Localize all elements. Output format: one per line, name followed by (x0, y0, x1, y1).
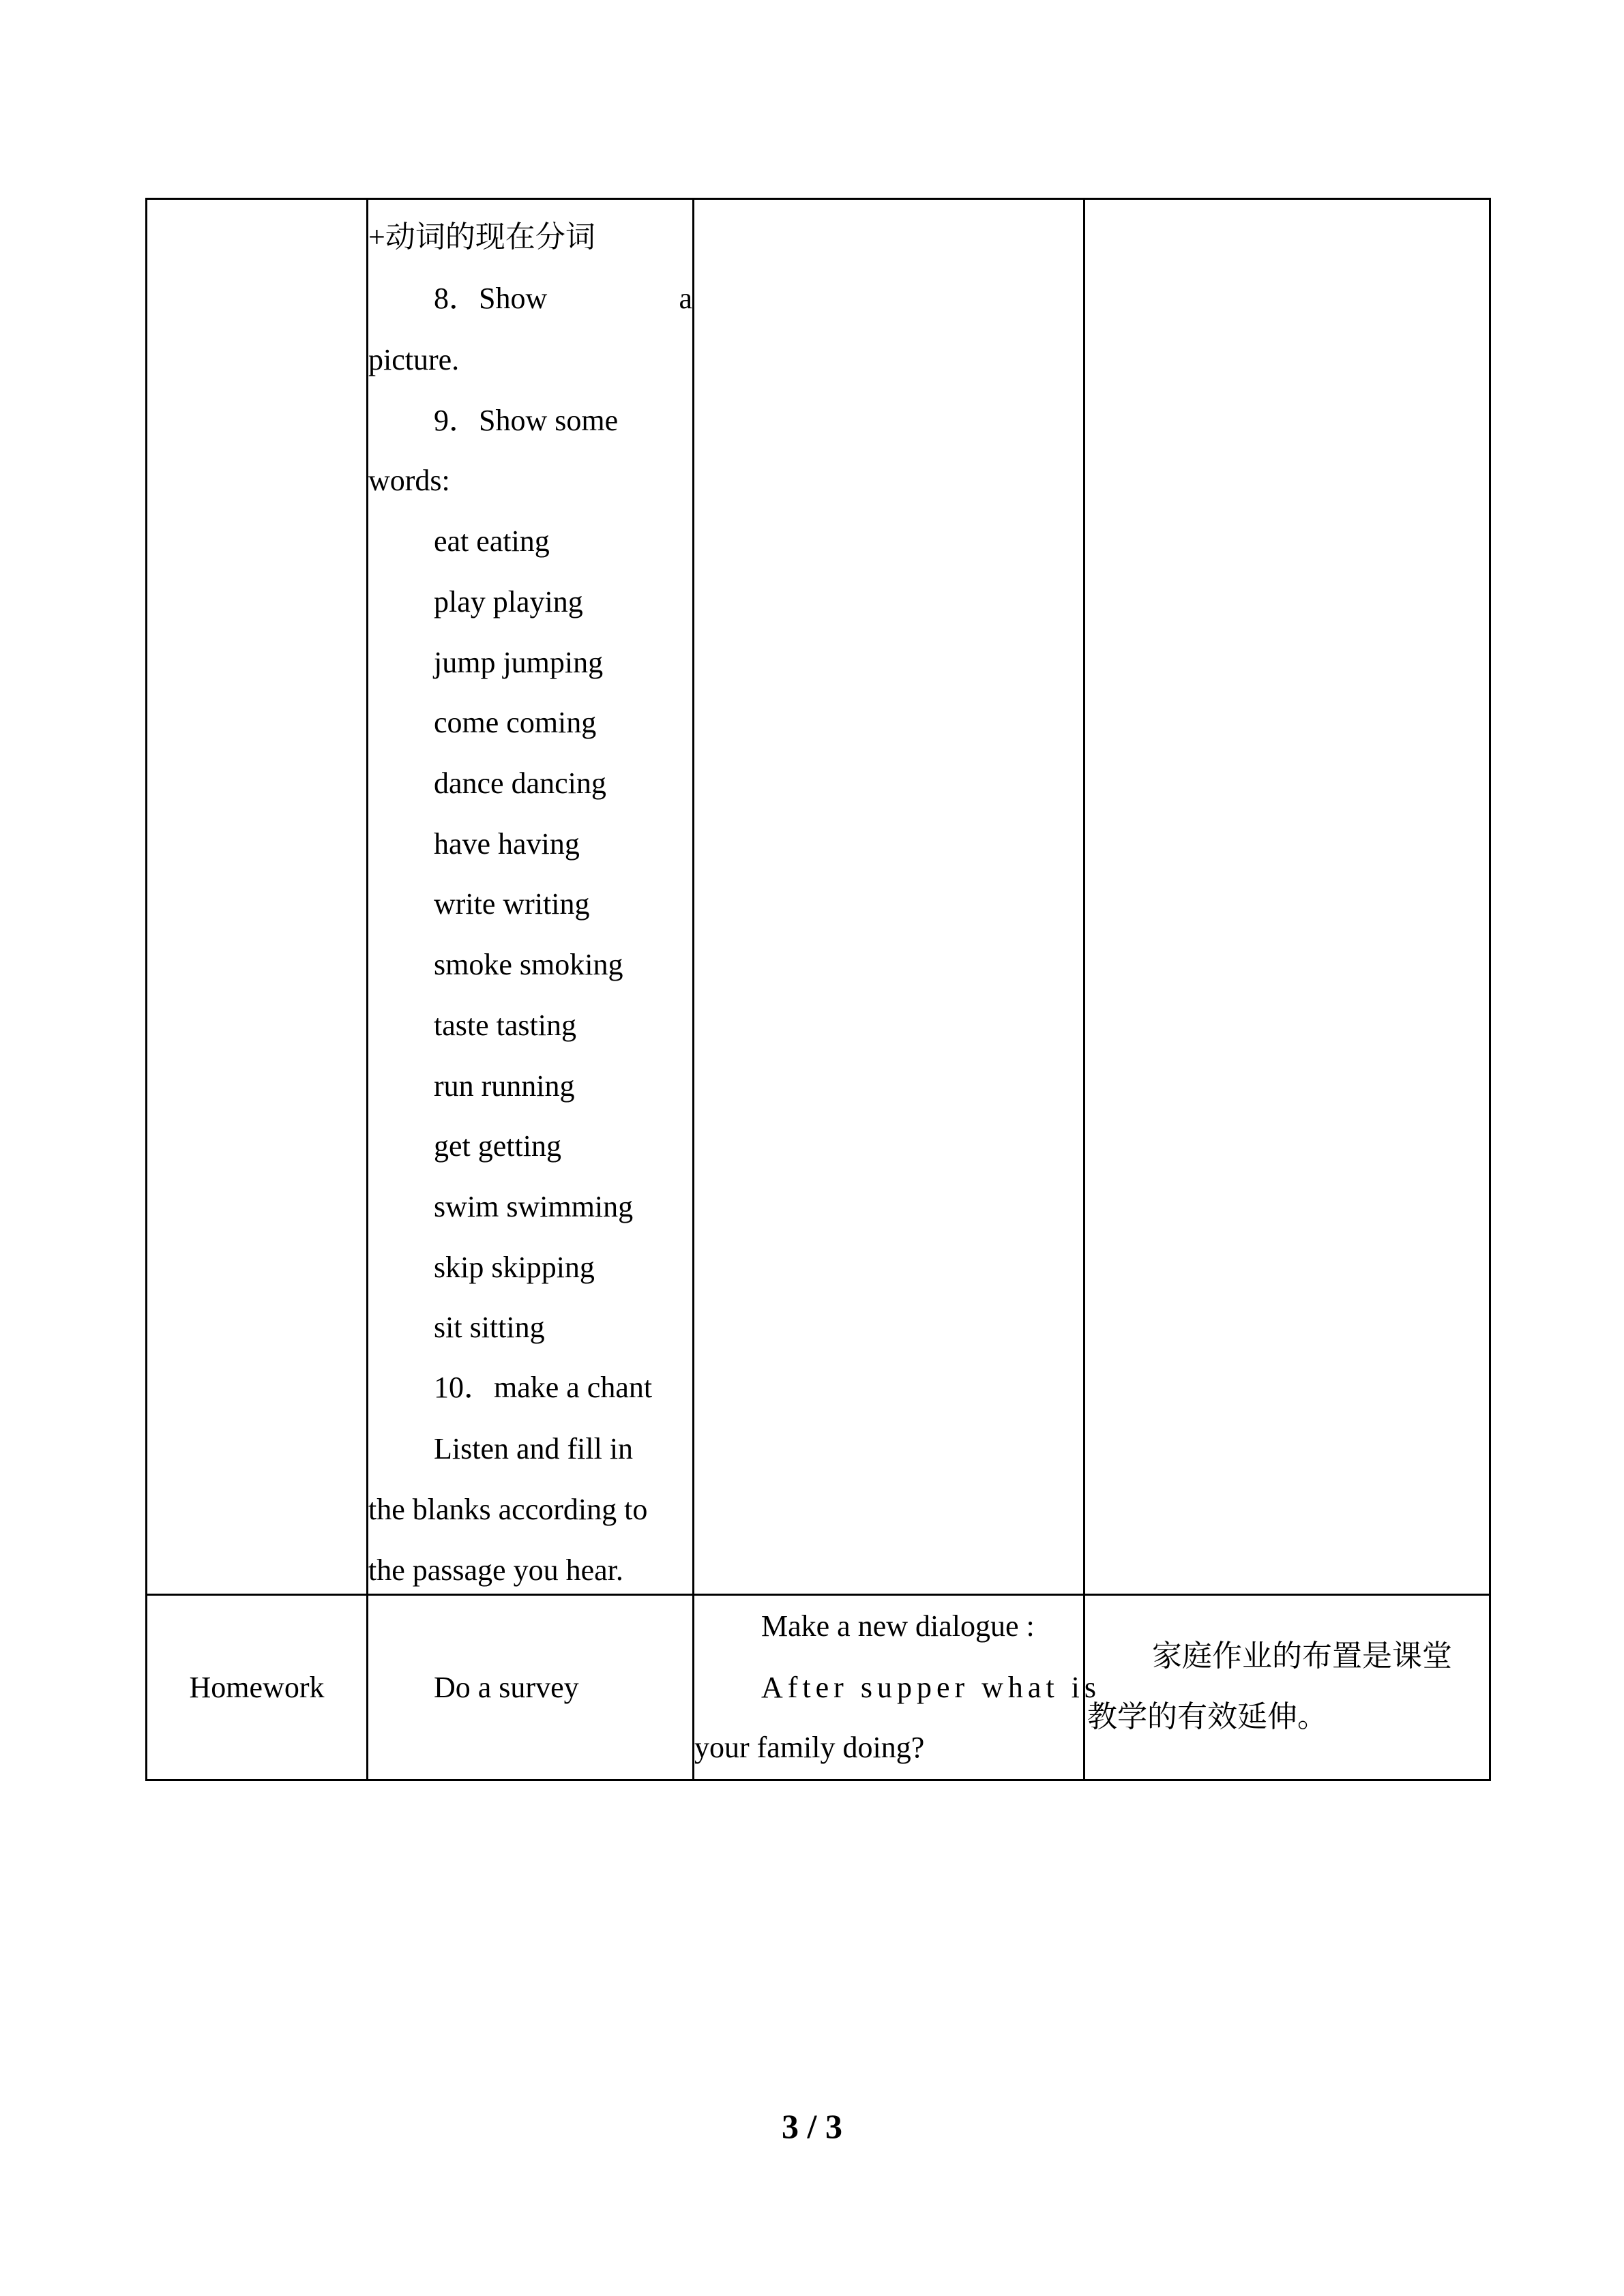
design-intent-line: 家庭作业的布置是课堂 (1152, 1639, 1452, 1673)
process-line: Listen and fill in (434, 1432, 634, 1465)
table-border-right (1489, 198, 1491, 1781)
table-border-top (145, 198, 1491, 200)
word-pair: have having (434, 827, 580, 861)
process-line: +动词的现在分词 (368, 220, 595, 254)
process-line: 9．Show some (434, 404, 619, 437)
process-line: picture. (368, 343, 460, 376)
word-pair: skip skipping (434, 1251, 595, 1284)
word-pair: get getting (434, 1129, 561, 1163)
column-divider-2 (692, 198, 694, 1781)
page-number: 3 / 3 (782, 2107, 842, 2145)
word-pair: jump jumping (434, 646, 604, 679)
step-label: Homework (189, 1671, 325, 1704)
student-activity-line: After supper what is (761, 1671, 1102, 1704)
step-cell (147, 1596, 366, 1779)
process-line: 10．make a chant (434, 1371, 653, 1404)
word-pair: smoke smoking (434, 948, 623, 981)
word-pair: eat eating (434, 524, 550, 558)
table-border-bottom (145, 1779, 1491, 1781)
word-pair: write writing (434, 887, 590, 921)
process-line: the passage you hear. (368, 1553, 623, 1587)
word-pair: come coming (434, 706, 597, 739)
column-divider-3 (1083, 198, 1085, 1781)
process-cell (368, 200, 692, 1594)
word-pair: taste tasting (434, 1009, 576, 1042)
word-pair: play playing (434, 585, 583, 618)
process-line (434, 282, 692, 316)
word-pair: swim swimming (434, 1190, 634, 1223)
process-line: words: (368, 464, 450, 497)
word-pair: dance dancing (434, 766, 606, 800)
word-pair: sit sitting (434, 1311, 545, 1344)
design-intent-line: 教学的有效延伸。 (1087, 1700, 1327, 1733)
teacher-activity-cell (368, 1596, 692, 1779)
process-word: 8．Show (434, 282, 548, 315)
lesson-plan-table (145, 198, 1491, 1781)
design-intent-cell (1085, 1596, 1489, 1779)
word-pair: run running (434, 1069, 575, 1103)
teacher-activity: Do a survey (434, 1671, 579, 1704)
process-word: a (679, 282, 692, 315)
student-activity-line: Make a new dialogue : (761, 1609, 1035, 1643)
process-line: the blanks according to (368, 1493, 648, 1526)
table-border-left (145, 198, 147, 1781)
student-activity-line: your family doing? (694, 1731, 925, 1764)
student-activity-cell (694, 1596, 1102, 1779)
